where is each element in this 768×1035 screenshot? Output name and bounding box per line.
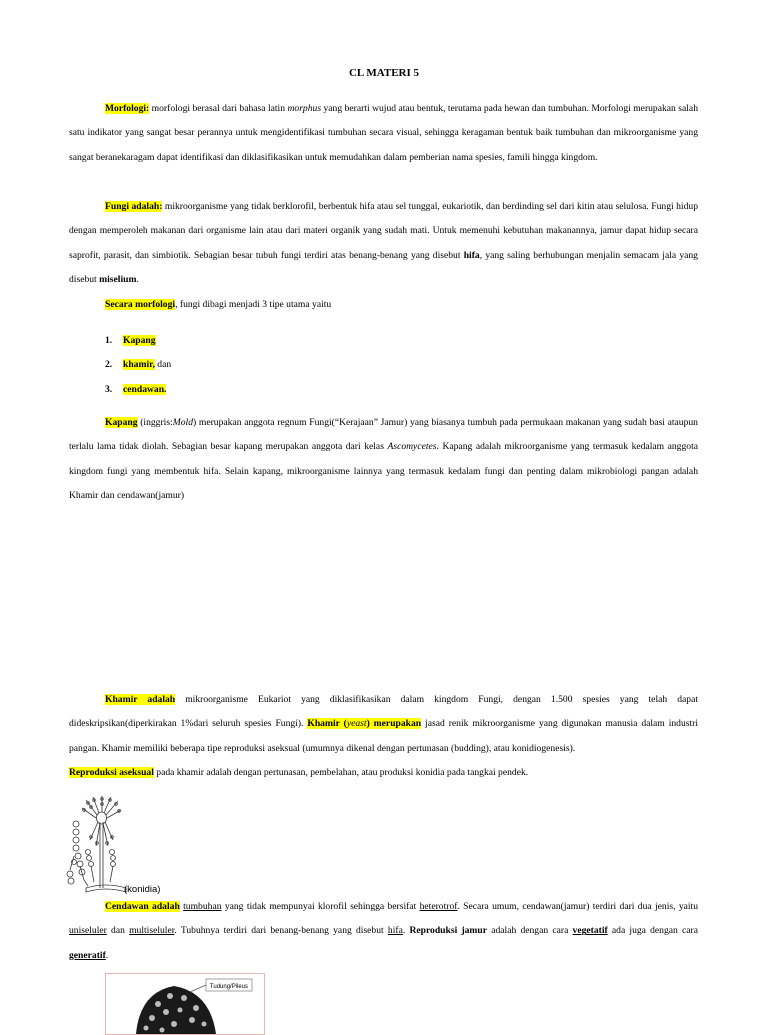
- page-title: CL MATERI 5: [348, 67, 420, 79]
- mushroom-cap-drawing: [106, 974, 264, 1034]
- term-label-khamir: Khamir adalah: [105, 694, 176, 705]
- figure-label-pileus: Tudung/Pileus: [209, 984, 249, 990]
- paragraph-secara-morfologi: Secara morfologi, fungi dibagi menjadi 3 tipe utama yaitu: [105, 299, 332, 310]
- paragraph-khamir: Khamir adalah mikroorganisme Eukariot yang diklasifikasikan dalam kingdom Fungi, dengan 1.500 spesies yang telah dapat dideskripsikan(diperkirakan 1%dari seluruh spesies Fungi). Khamir (yeast) merupakan jasad renik mikroorganisme yang digunakan manusia dalam industri pangan. Khamir memiliki beberapa tipe reproduksi aseksual (umumnya dikenal dengan pertunasan (budding), atau konidiogenesis). Reproduksi aseksual pada khamir adalah dengan pertunasan, pembelahan, atau produksi konidia pada tangkai pendek.: [69, 694, 699, 779]
- term-label-fungi: Fungi adalah:: [105, 201, 163, 212]
- figure-caption-konidia: (konidia): [124, 884, 161, 895]
- term-label-cendawan: Cendawan adalah: [105, 901, 180, 912]
- paragraph-fungi: Fungi adalah: mikroorganisme yang tidak berklorofil, berbentuk hifa atau sel tunggal, eukariotik, dan berdinding sel dari kitin atau selulosa. Fungi hidup dengan memperoleh makanan dari organisme lain atau dari materi organik yang sudah mati. Untuk memenuhi kebutuhan makanannya, jamur dapat hidup secara saprofit, parasit, dan simbiotik. Sebagian besar tubuh fungi terdiri atas benang-benang yang disebut hifa, yang saling berhubungan menjalin semacam jala yang disebut miselium.: [69, 201, 698, 286]
- paragraph-kapang: Kapang (inggris:Mold) merupakan anggota regnum Fungi(“Kerajaan” Jamur) yang biasanya tumbuh pada permukaan makanan yang sudah basi ataupun terlalu lama tidak diolah. Sebagian besar kapang merupakan anggota dari kelas Ascomycetes. Kapang adalah mikroorganisme yang termasuk kedalam anggota kingdom fungi yang membentuk hifa. Selain kapang, mikroorganisme lainnya yang termasuk kedalam fungi dan penting dalam mikrobiologi pangan adalah Khamir dan cendawan(jamur): [69, 417, 698, 502]
- fungi-type-list: [105, 329, 171, 402]
- paragraph-cendawan: Cendawan adalah tumbuhan yang tidak mempunyai klorofil sehingga bersifat heterotrof. Secara umum, cendawan(jamur) terdiri dari dua jenis, yaitu uniseluler dan multiseluler. Tubuhnya terdiri dari benang-benang yang disebut hifa. Reproduksi jamur adalah dengan cara vegetatif ada juga dengan cara generatif.: [69, 901, 699, 961]
- list-item: 1. Kapang: [105, 335, 156, 346]
- list-item: 2. khamir, dan: [105, 359, 172, 371]
- list-item: 3. cendawan.: [105, 383, 167, 395]
- term-label-reproduksi-aseksual: Reproduksi aseksual: [69, 767, 154, 779]
- conidia-illustration: [66, 796, 176, 900]
- mushroom-illustration: [105, 973, 265, 1035]
- term-label-secara-morfologi: Secara morfologi: [105, 299, 176, 310]
- term-label-kapang: Kapang: [105, 417, 138, 428]
- term-label-morfologi: Morfologi:: [105, 103, 150, 114]
- paragraph-morfologi: Morfologi: morfologi berasal dari bahasa latin morphus yang berarti wujud atau bentuk, terutama pada hewan dan tumbuhan. Morfologi merupakan salah satu indikator yang sangat besar perannya untuk mengidentifikasi tumbuhan secara visual, sehingga keragaman bentuk baik tumbuhan dan mikroorganisme yang sangat beranekaragam dapat identifikasi dan diklasifikasikan untuk memudahkan dalam pemberian nama spesies, famili hingga kingdom.: [69, 103, 698, 163]
